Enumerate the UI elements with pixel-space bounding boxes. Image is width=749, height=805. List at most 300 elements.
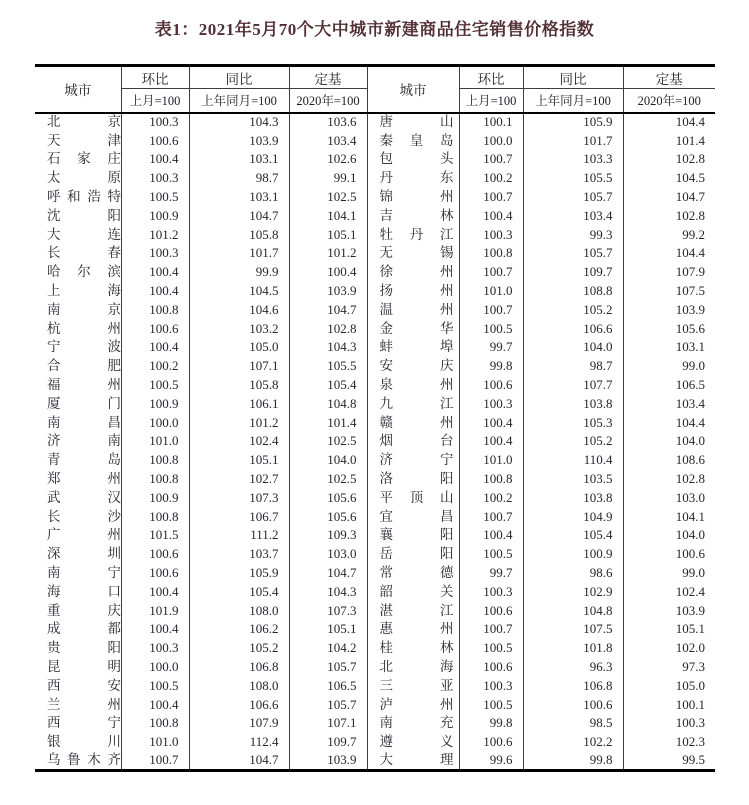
mom-cell-left: 100.2 [121, 357, 189, 376]
city-name: 北京 [47, 114, 121, 130]
mom-cell-right: 100.4 [459, 526, 523, 545]
yoy-cell-left: 101.7 [189, 244, 289, 263]
mom-cell-right: 99.7 [459, 338, 523, 357]
table-row [35, 263, 715, 282]
base-cell-right: 102.0 [623, 639, 715, 658]
table-row [35, 526, 715, 545]
base-cell-right: 104.0 [623, 526, 715, 545]
city-cell-left [35, 695, 121, 714]
city-name: 九江 [379, 395, 454, 411]
city-name: 天津 [47, 132, 121, 148]
yoy-cell-left: 103.1 [189, 188, 289, 207]
mom-cell-left: 100.6 [121, 545, 189, 564]
city-cell-left [35, 564, 121, 583]
city-name: 赣州 [379, 414, 454, 430]
city-name: 丹东 [379, 170, 454, 186]
mom-cell-right: 100.4 [459, 432, 523, 451]
mom-cell-left: 100.7 [121, 752, 189, 771]
city-cell-left [35, 676, 121, 695]
table-row [35, 376, 715, 395]
city-cell-right [367, 620, 459, 639]
city-name: 石家庄 [47, 151, 121, 167]
yoy-cell-left: 104.5 [189, 282, 289, 301]
city-cell-right [367, 300, 459, 319]
base-cell-left: 105.7 [289, 695, 367, 714]
mom-cell-left: 100.5 [121, 188, 189, 207]
city-name: 蚌埠 [379, 339, 454, 355]
yoy-cell-right: 101.8 [523, 639, 623, 658]
price-index-table [35, 64, 715, 772]
city-name: 大理 [379, 752, 454, 768]
city-cell-left [35, 526, 121, 545]
city-name: 深圳 [47, 546, 121, 562]
city-cell-right [367, 225, 459, 244]
mom-cell-left: 101.0 [121, 733, 189, 752]
city-name: 合肥 [47, 358, 121, 374]
mom-cell-left: 101.0 [121, 432, 189, 451]
base-cell-right: 99.0 [623, 357, 715, 376]
city-name: 上海 [47, 283, 121, 299]
yoy-cell-right: 103.5 [523, 470, 623, 489]
yoy-cell-left: 104.7 [189, 206, 289, 225]
yoy-cell-left: 108.0 [189, 676, 289, 695]
city-cell-right [367, 714, 459, 733]
mom-cell-left: 100.0 [121, 658, 189, 677]
base-cell-right: 102.3 [623, 733, 715, 752]
base-cell-right: 104.0 [623, 432, 715, 451]
city-cell-right [367, 639, 459, 658]
yoy-cell-right: 100.9 [523, 545, 623, 564]
city-name: 锦州 [379, 189, 454, 205]
table-header [35, 66, 715, 113]
yoy-cell-left: 105.8 [189, 225, 289, 244]
table-row [35, 507, 715, 526]
city-cell-left [35, 488, 121, 507]
city-name: 兰州 [47, 696, 121, 712]
city-name: 徐州 [379, 264, 454, 280]
city-name: 秦皇岛 [379, 132, 454, 148]
yoy-cell-right: 103.8 [523, 394, 623, 413]
base-cell-left: 99.1 [289, 169, 367, 188]
mom-cell-right: 100.3 [459, 225, 523, 244]
mom-cell-left: 101.2 [121, 225, 189, 244]
city-cell-right [367, 582, 459, 601]
city-name: 沈阳 [47, 207, 121, 223]
table-row [35, 470, 715, 489]
city-cell-left [35, 300, 121, 319]
base-cell-left: 101.2 [289, 244, 367, 263]
yoy-cell-right: 98.5 [523, 714, 623, 733]
mom-cell-right: 100.8 [459, 244, 523, 263]
yoy-cell-right: 103.8 [523, 488, 623, 507]
yoy-cell-left: 99.9 [189, 263, 289, 282]
table-row [35, 113, 715, 132]
table-row [35, 169, 715, 188]
page [0, 15, 749, 805]
header-base-left: 定基 [289, 66, 367, 89]
yoy-cell-left: 105.1 [189, 451, 289, 470]
base-cell-right: 103.9 [623, 300, 715, 319]
base-cell-left: 104.8 [289, 394, 367, 413]
city-name: 南充 [379, 715, 454, 731]
yoy-cell-left: 107.1 [189, 357, 289, 376]
city-name: 太原 [47, 170, 121, 186]
mom-cell-right: 100.7 [459, 300, 523, 319]
city-cell-right [367, 601, 459, 620]
base-cell-right: 105.1 [623, 620, 715, 639]
base-cell-left: 103.9 [289, 282, 367, 301]
table-row [35, 733, 715, 752]
table-row [35, 357, 715, 376]
base-cell-right: 102.4 [623, 582, 715, 601]
mom-cell-left: 101.9 [121, 601, 189, 620]
mom-cell-left: 100.8 [121, 451, 189, 470]
table-row [35, 639, 715, 658]
city-cell-left [35, 582, 121, 601]
mom-cell-right: 100.2 [459, 169, 523, 188]
city-name: 杭州 [47, 320, 121, 336]
mom-cell-right: 100.8 [459, 470, 523, 489]
city-cell-right [367, 150, 459, 169]
base-cell-right: 104.1 [623, 507, 715, 526]
base-cell-right: 105.6 [623, 319, 715, 338]
city-cell-left [35, 357, 121, 376]
mom-cell-right: 100.6 [459, 376, 523, 395]
mom-cell-left: 100.6 [121, 319, 189, 338]
base-cell-right: 101.4 [623, 131, 715, 150]
subheader-yoy-left: 上年同月=100 [189, 89, 289, 113]
subheader-base-right: 2020年=100 [623, 89, 715, 113]
yoy-cell-left: 103.7 [189, 545, 289, 564]
base-cell-right: 100.3 [623, 714, 715, 733]
base-cell-right: 107.9 [623, 263, 715, 282]
base-cell-right: 104.4 [623, 413, 715, 432]
table-row [35, 206, 715, 225]
mom-cell-right: 99.6 [459, 752, 523, 771]
city-cell-left [35, 282, 121, 301]
city-name: 韶关 [379, 583, 454, 599]
city-cell-right [367, 507, 459, 526]
city-cell-left [35, 150, 121, 169]
yoy-cell-right: 105.2 [523, 432, 623, 451]
base-cell-right: 103.1 [623, 338, 715, 357]
base-cell-left: 109.7 [289, 733, 367, 752]
mom-cell-left: 100.3 [121, 169, 189, 188]
table-row [35, 319, 715, 338]
yoy-cell-left: 104.6 [189, 300, 289, 319]
table-row [35, 714, 715, 733]
city-name: 青岛 [47, 452, 121, 468]
mom-cell-right: 100.7 [459, 620, 523, 639]
city-cell-right [367, 733, 459, 752]
base-cell-right: 97.3 [623, 658, 715, 677]
city-cell-left [35, 752, 121, 771]
table-row [35, 225, 715, 244]
city-name: 郑州 [47, 471, 121, 487]
mom-cell-left: 100.5 [121, 376, 189, 395]
base-cell-right: 104.5 [623, 169, 715, 188]
mom-cell-left: 100.5 [121, 676, 189, 695]
yoy-cell-left: 103.1 [189, 150, 289, 169]
mom-cell-left: 100.8 [121, 714, 189, 733]
city-name: 泸州 [379, 696, 454, 712]
table-row [35, 300, 715, 319]
yoy-cell-left: 105.9 [189, 564, 289, 583]
mom-cell-right: 99.8 [459, 357, 523, 376]
table-row [35, 545, 715, 564]
city-name: 洛阳 [379, 471, 454, 487]
city-cell-left [35, 206, 121, 225]
mom-cell-right: 100.6 [459, 733, 523, 752]
city-cell-left [35, 319, 121, 338]
city-name: 唐山 [379, 114, 454, 130]
city-name: 宁波 [47, 339, 121, 355]
city-cell-left [35, 169, 121, 188]
yoy-cell-left: 105.0 [189, 338, 289, 357]
mom-cell-right: 100.3 [459, 676, 523, 695]
mom-cell-left: 100.8 [121, 300, 189, 319]
base-cell-left: 102.5 [289, 188, 367, 207]
mom-cell-right: 100.5 [459, 695, 523, 714]
yoy-cell-right: 105.7 [523, 188, 623, 207]
city-cell-right [367, 488, 459, 507]
mom-cell-left: 100.4 [121, 620, 189, 639]
table-row [35, 282, 715, 301]
city-name: 金华 [379, 320, 454, 336]
city-cell-left [35, 244, 121, 263]
subheader-base-left: 2020年=100 [289, 89, 367, 113]
yoy-cell-left: 104.7 [189, 752, 289, 771]
city-cell-right [367, 676, 459, 695]
city-name: 长春 [47, 245, 121, 261]
city-name: 长沙 [47, 508, 121, 524]
mom-cell-left: 100.4 [121, 263, 189, 282]
city-cell-right [367, 695, 459, 714]
base-cell-right: 102.8 [623, 470, 715, 489]
table-row [35, 695, 715, 714]
mom-cell-right: 100.4 [459, 413, 523, 432]
city-name: 吉林 [379, 207, 454, 223]
yoy-cell-left: 105.4 [189, 582, 289, 601]
table-row [35, 338, 715, 357]
mom-cell-right: 100.7 [459, 263, 523, 282]
city-cell-right [367, 263, 459, 282]
table-row [35, 131, 715, 150]
table-row [35, 620, 715, 639]
yoy-cell-right: 99.8 [523, 752, 623, 771]
yoy-cell-left: 105.2 [189, 639, 289, 658]
city-cell-left [35, 451, 121, 470]
mom-cell-right: 100.7 [459, 188, 523, 207]
base-cell-right: 100.1 [623, 695, 715, 714]
base-cell-left: 102.5 [289, 470, 367, 489]
base-cell-left: 104.7 [289, 300, 367, 319]
yoy-cell-left: 111.2 [189, 526, 289, 545]
city-cell-right [367, 319, 459, 338]
city-name: 哈尔滨 [47, 264, 121, 280]
yoy-cell-right: 104.9 [523, 507, 623, 526]
city-cell-left [35, 413, 121, 432]
table-body [35, 113, 715, 771]
yoy-cell-right: 98.6 [523, 564, 623, 583]
city-cell-right [367, 206, 459, 225]
base-cell-right: 103.0 [623, 488, 715, 507]
base-cell-left: 105.7 [289, 658, 367, 677]
mom-cell-right: 100.3 [459, 582, 523, 601]
base-cell-right: 107.5 [623, 282, 715, 301]
yoy-cell-right: 105.2 [523, 300, 623, 319]
mom-cell-left: 100.8 [121, 470, 189, 489]
yoy-cell-right: 104.8 [523, 601, 623, 620]
subheader-mom-right: 上月=100 [459, 89, 523, 113]
table-row [35, 244, 715, 263]
yoy-cell-left: 112.4 [189, 733, 289, 752]
yoy-cell-left: 104.3 [189, 113, 289, 132]
base-cell-right: 103.9 [623, 601, 715, 620]
city-cell-right [367, 338, 459, 357]
base-cell-left: 107.1 [289, 714, 367, 733]
yoy-cell-right: 107.7 [523, 376, 623, 395]
city-cell-left [35, 113, 121, 132]
base-cell-left: 102.8 [289, 319, 367, 338]
city-cell-left [35, 507, 121, 526]
base-cell-right: 102.8 [623, 150, 715, 169]
yoy-cell-right: 106.8 [523, 676, 623, 695]
mom-cell-left: 100.0 [121, 413, 189, 432]
city-cell-left [35, 338, 121, 357]
mom-cell-left: 100.3 [121, 113, 189, 132]
base-cell-right: 103.4 [623, 394, 715, 413]
base-cell-left: 101.4 [289, 413, 367, 432]
base-cell-left: 106.5 [289, 676, 367, 695]
city-cell-left [35, 601, 121, 620]
city-cell-right [367, 451, 459, 470]
city-name: 福州 [47, 377, 121, 393]
base-cell-left: 107.3 [289, 601, 367, 620]
table-row [35, 432, 715, 451]
base-cell-left: 105.6 [289, 507, 367, 526]
base-cell-left: 102.6 [289, 150, 367, 169]
table-row [35, 582, 715, 601]
city-cell-left [35, 432, 121, 451]
table-row [35, 564, 715, 583]
yoy-cell-left: 106.6 [189, 695, 289, 714]
mom-cell-left: 100.4 [121, 695, 189, 714]
base-cell-left: 105.1 [289, 620, 367, 639]
city-name: 惠州 [379, 621, 454, 637]
city-name: 湛江 [379, 602, 454, 618]
mom-cell-right: 101.0 [459, 451, 523, 470]
city-name: 厦门 [47, 395, 121, 411]
city-name: 呼和浩特 [47, 189, 121, 205]
yoy-cell-left: 103.9 [189, 131, 289, 150]
yoy-cell-right: 105.7 [523, 244, 623, 263]
table-row [35, 451, 715, 470]
yoy-cell-right: 104.0 [523, 338, 623, 357]
mom-cell-right: 101.0 [459, 282, 523, 301]
header-yoy-right: 同比 [523, 66, 623, 89]
mom-cell-left: 100.3 [121, 244, 189, 263]
yoy-cell-left: 107.9 [189, 714, 289, 733]
city-cell-left [35, 188, 121, 207]
table-row [35, 658, 715, 677]
mom-cell-right: 100.5 [459, 639, 523, 658]
yoy-cell-left: 105.8 [189, 376, 289, 395]
yoy-cell-right: 102.9 [523, 582, 623, 601]
base-cell-left: 109.3 [289, 526, 367, 545]
city-name: 贵阳 [47, 640, 121, 656]
mom-cell-left: 100.4 [121, 582, 189, 601]
mom-cell-right: 100.1 [459, 113, 523, 132]
yoy-cell-right: 105.9 [523, 113, 623, 132]
yoy-cell-left: 101.2 [189, 413, 289, 432]
city-cell-left [35, 545, 121, 564]
base-cell-right: 102.8 [623, 206, 715, 225]
mom-cell-left: 100.9 [121, 488, 189, 507]
yoy-cell-right: 103.3 [523, 150, 623, 169]
city-name: 宜昌 [379, 508, 454, 524]
mom-cell-right: 100.3 [459, 394, 523, 413]
base-cell-right: 99.2 [623, 225, 715, 244]
city-name: 武汉 [47, 489, 121, 505]
city-cell-right [367, 113, 459, 132]
base-cell-right: 104.4 [623, 244, 715, 263]
city-name: 昆明 [47, 659, 121, 674]
yoy-cell-left: 108.0 [189, 601, 289, 620]
mom-cell-left: 100.3 [121, 639, 189, 658]
city-name: 三亚 [379, 677, 454, 693]
city-cell-left [35, 714, 121, 733]
base-cell-right: 108.6 [623, 451, 715, 470]
yoy-cell-right: 99.3 [523, 225, 623, 244]
city-name: 海口 [47, 583, 121, 599]
city-cell-right [367, 394, 459, 413]
yoy-cell-left: 103.2 [189, 319, 289, 338]
yoy-cell-left: 98.7 [189, 169, 289, 188]
city-name: 济南 [47, 433, 121, 449]
city-cell-left [35, 733, 121, 752]
yoy-cell-right: 103.4 [523, 206, 623, 225]
mom-cell-left: 100.6 [121, 131, 189, 150]
mom-cell-left: 100.9 [121, 206, 189, 225]
mom-cell-right: 99.7 [459, 564, 523, 583]
city-name: 南宁 [47, 565, 121, 581]
base-cell-right: 105.0 [623, 676, 715, 695]
city-cell-left [35, 131, 121, 150]
city-cell-right [367, 244, 459, 263]
yoy-cell-right: 98.7 [523, 357, 623, 376]
city-cell-left [35, 470, 121, 489]
yoy-cell-left: 106.1 [189, 394, 289, 413]
base-cell-right: 99.5 [623, 752, 715, 771]
city-cell-right [367, 470, 459, 489]
city-cell-right [367, 432, 459, 451]
city-name: 北海 [379, 659, 454, 674]
table-row [35, 676, 715, 695]
city-name: 西安 [47, 677, 121, 693]
mom-cell-left: 100.4 [121, 338, 189, 357]
city-name: 银川 [47, 734, 121, 750]
city-cell-right [367, 658, 459, 677]
city-name: 济宁 [379, 452, 454, 468]
city-cell-left [35, 394, 121, 413]
mom-cell-right: 100.7 [459, 150, 523, 169]
city-name: 乌鲁木齐 [47, 752, 121, 768]
city-name: 泉州 [379, 377, 454, 393]
yoy-cell-left: 102.7 [189, 470, 289, 489]
city-name: 牡丹江 [379, 226, 454, 242]
mom-cell-right: 100.0 [459, 131, 523, 150]
